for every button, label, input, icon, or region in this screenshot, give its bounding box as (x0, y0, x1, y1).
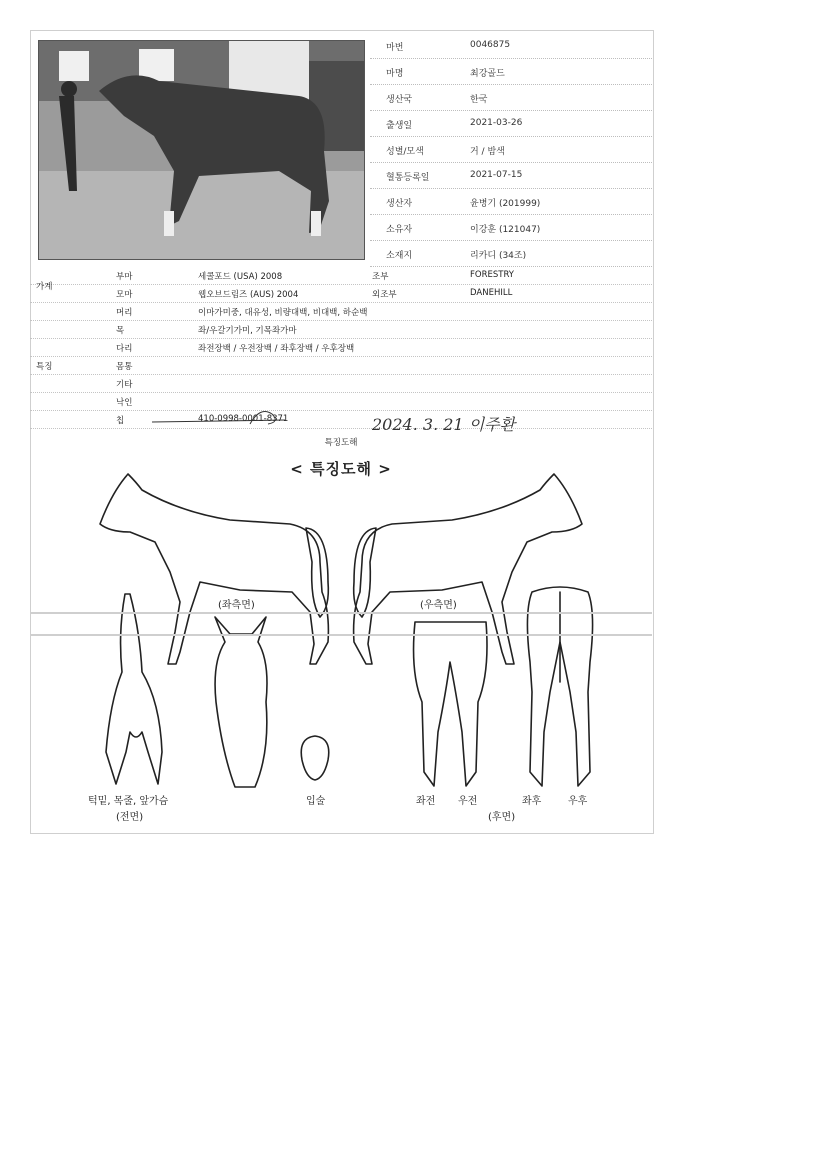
feature-label: 몸통 (116, 362, 133, 372)
feature-value: 410-0998-0001-8371 (198, 414, 289, 424)
feature-row-legs (30, 338, 652, 357)
horse-photo (38, 40, 365, 260)
damsire-value: DANEHILL (470, 288, 513, 298)
info-value: 거 / 밤색 (470, 147, 505, 157)
info-label: 혈통등록일 (386, 173, 430, 183)
feature-value: 이마가미중, 대유성, 비량대백, 비대백, 하순백 (198, 308, 368, 318)
right-fore-label: 우전 (458, 796, 478, 807)
left-hind-label: 좌후 (522, 796, 542, 807)
info-label: 마번 (386, 43, 404, 53)
pedigree-row-sire (30, 266, 652, 285)
feature-diagram (30, 432, 652, 832)
rear-view-label: (후면) (488, 812, 516, 823)
info-row-country (370, 84, 652, 111)
diagram-title: < 특징도해 > (290, 460, 392, 478)
info-label: 소재지 (386, 251, 413, 261)
info-label: 출생일 (386, 121, 413, 131)
info-row-registration-date (370, 162, 652, 189)
grandsire-label: 조부 (372, 272, 389, 282)
feature-label: 목 (116, 326, 125, 336)
info-value: 최강골드 (470, 69, 505, 79)
info-value: 한국 (470, 95, 488, 105)
feature-category: 특징 (36, 362, 53, 372)
right-side-label: (우측면) (420, 600, 457, 611)
damsire-label: 외조부 (372, 290, 397, 300)
feature-value: 좌전장백 / 우전장백 / 좌후장백 / 우후장백 (198, 344, 355, 354)
feature-row-chip (30, 410, 652, 429)
scan-band (30, 612, 652, 614)
front-view-label: (전면) (116, 812, 144, 823)
feature-row-other (30, 374, 652, 393)
info-value: 0046875 (470, 40, 511, 50)
feature-value: 좌/우갈기가미, 기목좌가마 (198, 326, 297, 336)
dam-value: 웹오브드림즈 (AUS) 2004 (198, 290, 299, 300)
right-hind-label: 우후 (568, 796, 588, 807)
feature-label: 칩 (116, 416, 125, 426)
info-value: 리카디 (34조) (470, 251, 527, 261)
feature-row-head (30, 302, 652, 321)
feature-row-neck (30, 320, 652, 339)
left-side-label: (좌측면) (218, 600, 255, 611)
info-row-location (370, 240, 652, 267)
left-fore-label: 좌전 (416, 796, 436, 807)
info-label: 소유자 (386, 225, 413, 235)
scan-band (30, 634, 652, 636)
sire-value: 세콜포드 (USA) 2008 (198, 272, 283, 282)
info-row-birthdate (370, 110, 652, 137)
feature-label: 머리 (116, 308, 133, 318)
feature-label: 기타 (116, 380, 133, 390)
info-row-owner (370, 214, 652, 241)
info-row-horse-number (370, 32, 652, 59)
info-row-horse-name (370, 58, 652, 85)
feature-label: 다리 (116, 344, 133, 354)
info-label: 마명 (386, 69, 404, 79)
info-label: 성별/모색 (386, 147, 424, 157)
horse-outline-drawings (30, 432, 652, 832)
dam-label: 모마 (116, 290, 133, 300)
feature-row-brand (30, 392, 652, 411)
lip-caption: 입술 (306, 796, 326, 807)
info-value: 윤병기 (201999) (470, 199, 541, 209)
diagram-small-title: 특징도해 (324, 438, 358, 448)
strike-mark (150, 404, 290, 428)
pedigree-category: 가계 (36, 282, 53, 292)
info-value: 2021-07-15 (470, 170, 523, 180)
sire-label: 부마 (116, 272, 133, 282)
info-row-sex-color (370, 136, 652, 163)
grandsire-value: FORESTRY (470, 270, 514, 280)
info-label: 생산자 (386, 199, 413, 209)
info-value: 이강훈 (121047) (470, 225, 541, 235)
pedigree-row-dam (30, 284, 652, 303)
feature-label: 낙인 (116, 398, 133, 408)
front-caption: 턱밑, 목줄, 앞가슴 (88, 796, 169, 807)
feature-row-body (30, 356, 652, 375)
handwritten-note: 2024. 3. 21 이주환 (372, 415, 516, 434)
info-label: 생산국 (386, 95, 413, 105)
info-row-breeder (370, 188, 652, 215)
info-value: 2021-03-26 (470, 118, 523, 128)
